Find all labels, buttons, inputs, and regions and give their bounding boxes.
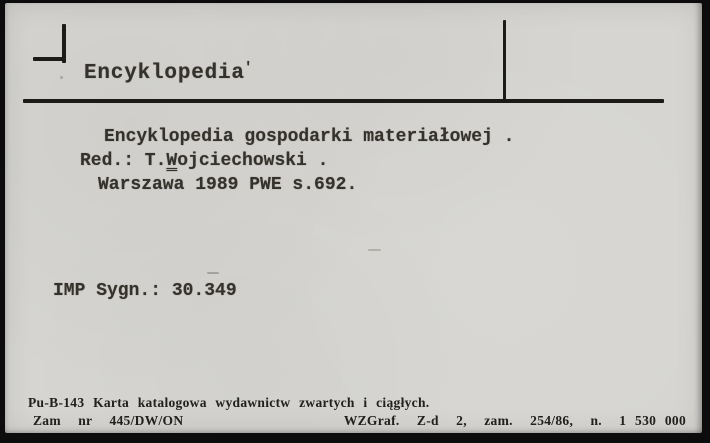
- footer-order-line: [33, 412, 686, 429]
- corner-mark-horizontal-line: [33, 57, 66, 61]
- footer-order-number: Zam nr 445/DW/ON: [33, 413, 184, 428]
- footer-form-line: [28, 394, 429, 411]
- editor-line-suffix: ojciechowski .: [177, 151, 329, 171]
- stray-mark: [60, 76, 63, 79]
- center-tick-line: [503, 20, 506, 100]
- catalog-card: [5, 3, 702, 433]
- stray-overline-mark: [207, 272, 219, 274]
- imprint-line: Warszawa 1989 PWE s.692.: [98, 175, 358, 195]
- editor-underlined-letter: W: [166, 151, 178, 171]
- title-line: Encyklopedia gospodarki materiałowej .: [104, 127, 515, 147]
- heading-text: Encyklopedia: [84, 62, 245, 85]
- footer-form-title: Karta katalogowa wydawnictw zwartych i ciągłych.: [84, 395, 430, 410]
- footer-form-code: Pu-B-143: [28, 395, 85, 410]
- divider-rule: [23, 99, 664, 103]
- signature-line: IMP Sygn.: 30.349: [53, 281, 237, 301]
- footer-print-info: WZGraf. Z-d 2, zam. 254/86, n. 1 530 000: [343, 413, 686, 428]
- heading-stray-apostrophe: ': [244, 60, 253, 76]
- editor-line: [80, 150, 328, 172]
- editor-line-prefix: Red.: T.: [80, 151, 167, 171]
- stray-mark: [368, 249, 381, 251]
